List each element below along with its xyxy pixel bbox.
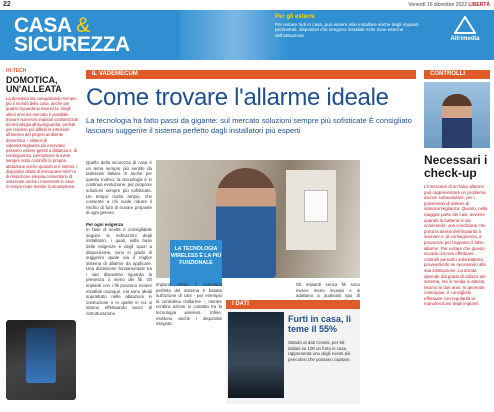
- dati-text: Stando ai dati Censis, per 55 italiani su 100 un furto in casa rappresenta uno degli eventi più pericolosi che possano capitare.: [288, 340, 351, 362]
- feature-badge: LA TECNOLOGIA WIRELESS È LA PIÙ FUNZIONALE: [170, 240, 222, 286]
- banner-promo: Per gli esterni Per evitare furti in casa, può essere utile installare anche degli impianti perimetrali, dispositivi che vengono installati nelle zone esterne dell'abitazione.: [275, 14, 419, 38]
- logo-icon: [454, 16, 476, 34]
- section-banner: [0, 10, 494, 60]
- left-sidebar: [6, 68, 78, 190]
- standfirst: La tecnologia ha fatto passi da gigante: sul mercato soluzioni sempre più sofisticate È consigliato lasciarsi suggerire il sistema perfetto dagli installatori più esperti: [86, 116, 412, 135]
- dateline: Venerdì 16 dicembre 2022 LIBERTÀ: [408, 2, 490, 8]
- article-column-2: impianti miniti, il eseioluna perfetta del sistema è basata sull'azione di casi - per esempio la centralina d'allarme -, mentre un'altra azione si contatta tra la tecnologia wireless. Infine, esistono anche i dispositivi integrati.: [156, 282, 222, 327]
- phone-screen: [26, 328, 56, 383]
- smartphone-image: [6, 320, 76, 400]
- controlli-title: Necessari i check-up: [424, 153, 488, 180]
- section-title: CASA & SICUREZZA: [14, 14, 130, 56]
- sponsor-logo: Allrimedia: [440, 16, 490, 56]
- section-tag: IL VADEMECUM: [86, 70, 416, 79]
- installer-figure: [216, 168, 276, 278]
- dati-title: Furti in casa, li teme il 55%: [288, 314, 352, 334]
- burglar-image: [228, 312, 284, 398]
- technician-photo: [424, 82, 490, 148]
- article-column-1: Quello della sicurezza di casa è un tema sempre più sentito da tantissimi italiani. E anche per questo motivo, la tecnologia è in continua evoluzione, per proporre soluzioni sempre più sofisticate. Un tempo molto ampio, che consente a chi vuole ridurre il rischio di furti di trovare proposte di ogni genere. Per ogni esigenza In fase di scelta è consigliabile seguire le indicazioni degli installatori, i quali, sulla base delle esigenze e degli spazi a disposizione, sono in grado di suggerire quale sia il miglior sistema di allarme da applicare. Una distinzione fondamentale tra i vari dispositivi riguarda la presenza o meno dei fili. Gli impianti con i fili possono essere installati ovunque, ma sono ideali soprattutto nelle abitazioni in costruzione o in quelle in cui si stanno effettuando lavori di ristrutturazione.: [86, 160, 152, 317]
- page-number: 22: [3, 1, 11, 8]
- controlli-tag: CONTROLLI: [424, 70, 490, 79]
- controlli-text: L'innescarsi di un falso allarme può rappresentare un problema da non sottovalutare, per i possessori di sistemi di videosorveglianza. Questo, nella maggior parte dei casi, avviene quando la batteria si sta scaricando: una condizione che porta la sirena dell'impianto a suonare e, di conseguenza, a provocare per l'appunto il falso allarme. Per evitare che questo accada occorre effettuare controlli periodici sulla batteria, provvedendo se necessario alla sua sostituzione. La durata dipende dal grado di utilizzo del sistema, ma in media si attesta intorno ai due anni. In generale, comunque, è consigliato effettuare con regolarità la manutenzione degli impianti.: [424, 184, 488, 307]
- sidebar-text: La domotica sta conquistando sempre più il mondo della casa, anche per quanto riguarda la sicurezza. Negli ultimi anni sul mercato è possibile trovare numerosi impianti caratterizzati da tecnologia all'avanguardia, perfetti per rendere più difficili le intrusioni all'interno del proprio ambiente domestico. I sistemi di videosorveglianza più innovativi possono essere gestiti a distanza e, di conseguenza, permettono di avere sempre sotto controllo la propria abitazione anche quando si è lontani. I dispositivi dotati di telecamere Wi-Fi e di risoluzione elevata consentono di osservare anche i movimenti in casa in tempo reale tramite lo smartphone.: [6, 96, 78, 190]
- headline: Come trovare l'allarme ideale: [86, 84, 389, 111]
- sidebar-kicker: HI-TECH: [6, 68, 27, 74]
- house-image: [180, 10, 290, 60]
- sidebar-title: DOMOTICA, UN'ALLEATA: [6, 75, 62, 94]
- alarm-panel-icon: [304, 190, 328, 222]
- article-column-4: Gli impianti senza fili sono invece meno invasivi e si adattano a qualsiasi tipo di: [296, 282, 360, 299]
- technician-figure: [442, 94, 472, 148]
- dati-tag: I DATI: [226, 300, 360, 309]
